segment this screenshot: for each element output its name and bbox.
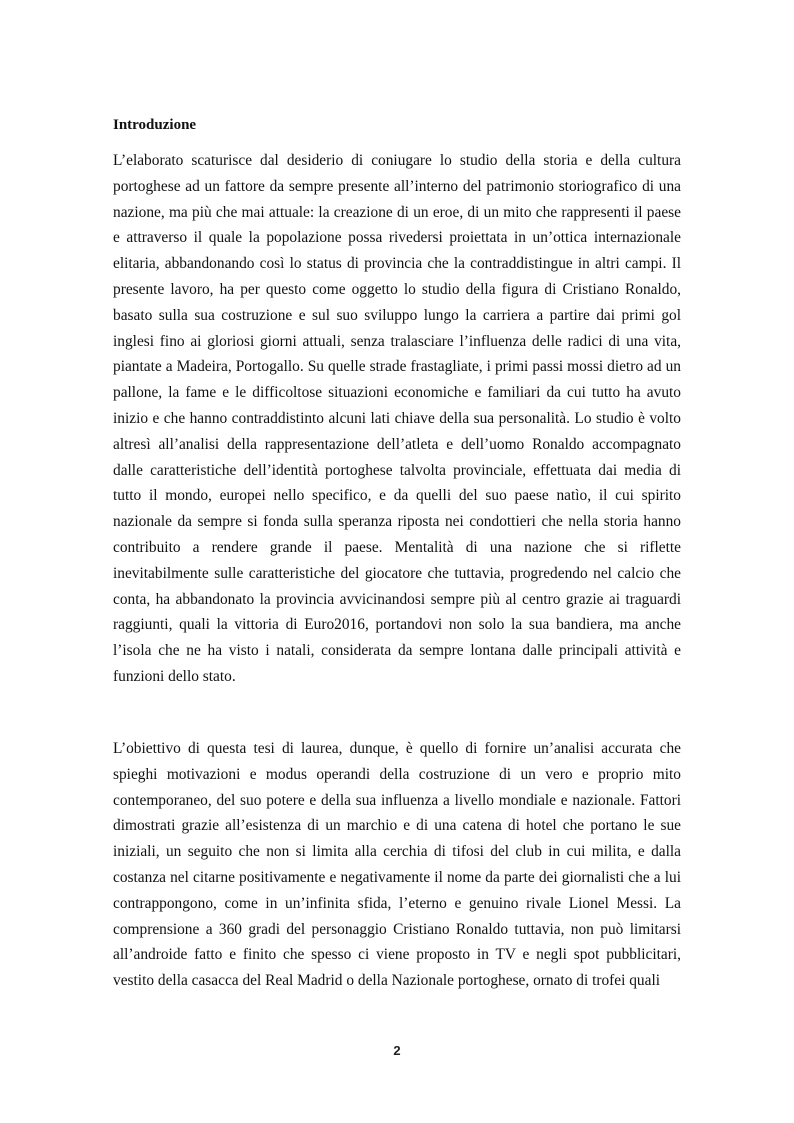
body-paragraph-1: L’elaborato scaturisce dal desiderio di coniugare lo studio della storia e della cultura portoghese ad un fattore da sempre presente all’interno del patrimonio storiografico di una nazione, ma più che mai attuale: la creazione di un eroe, di un mito che rappresenti il paese e attraverso il quale la popolazione possa rivedersi proiettata in un’ottica internazionale elitaria, abbandonando così lo status di provincia che la contraddistingue in altri campi. Il presente lavoro, ha per questo come oggetto lo studio della figura di Cristiano Ronaldo, basato sulla sua costruzione e sul suo sviluppo lungo la carriera a partire dai primi gol inglesi fino ai gloriosi giorni attuali, senza tralasciare l’influenza delle radici di una vita, piantate a Madeira, Portogallo. Su quelle strade frastagliate, i primi passi mossi dietro ad un pallone, la fame e le difficoltose situazioni economiche e familiari da cui tutto ha avuto inizio e che hanno contraddistinto alcuni lati chiave della sua personalità. Lo studio è volto altresì all’analisi della rappresentazione dell’atleta e dell’uomo Ronaldo accompagnato dalle caratteristiche dell’identità portoghese talvolta provinciale, effettuata dai media di tutto il mondo, europei nello specifico, e da quelli del suo paese natìo, il cui spirito nazionale da sempre si fonda sulla speranza riposta nei condottieri che nella storia hanno contribuito a rendere grande il paese. Mentalità di una nazione che si riflette inevitabilmente sulle caratteristiche del giocatore che tuttavia, progredendo nel calcio che conta, ha abbandonato la provincia avvicinandosi sempre più al centro grazie ai traguardi raggiunti, quali la vittoria di Euro2016, portandovi non solo la sua bandiera, ma anche l’isola che ne ha visto i natali, considerata da sempre lontana dalle principali attività e funzioni dello stato. (113, 152, 681, 685)
section-heading: Introduzione (113, 117, 197, 133)
page-number: 2 (393, 1043, 401, 1058)
body-paragraph-2: L’obiettivo di questa tesi di laurea, dunque, è quello di fornire un’analisi accurata che spieghi motivazioni e modus operandi della costruzione di un vero e proprio mito contemporaneo, del suo potere e della sua influenza a livello mondiale e nazionale. Fattori dimostrati grazie all’esistenza di un marchio e di una catena di hotel che portano le sue iniziali, un seguito che non si limita alla cerchia di tifosi del club in cui milita, e dalla costanza nel citarne positivamente e negativamente il nome da parte dei giornalisti che a lui contrappongono, come in un’infinita sfida, l’eterno e genuino rivale Lionel Messi. La comprensione a 360 gradi del personaggio Cristiano Ronaldo tuttavia, non può limitarsi all’androide fatto e finito che spesso ci viene proposto in TV e negli spot pubblicitari, vestito della casacca del Real Madrid o della Nazionale portoghese, ornato di trofei quali (113, 740, 681, 990)
